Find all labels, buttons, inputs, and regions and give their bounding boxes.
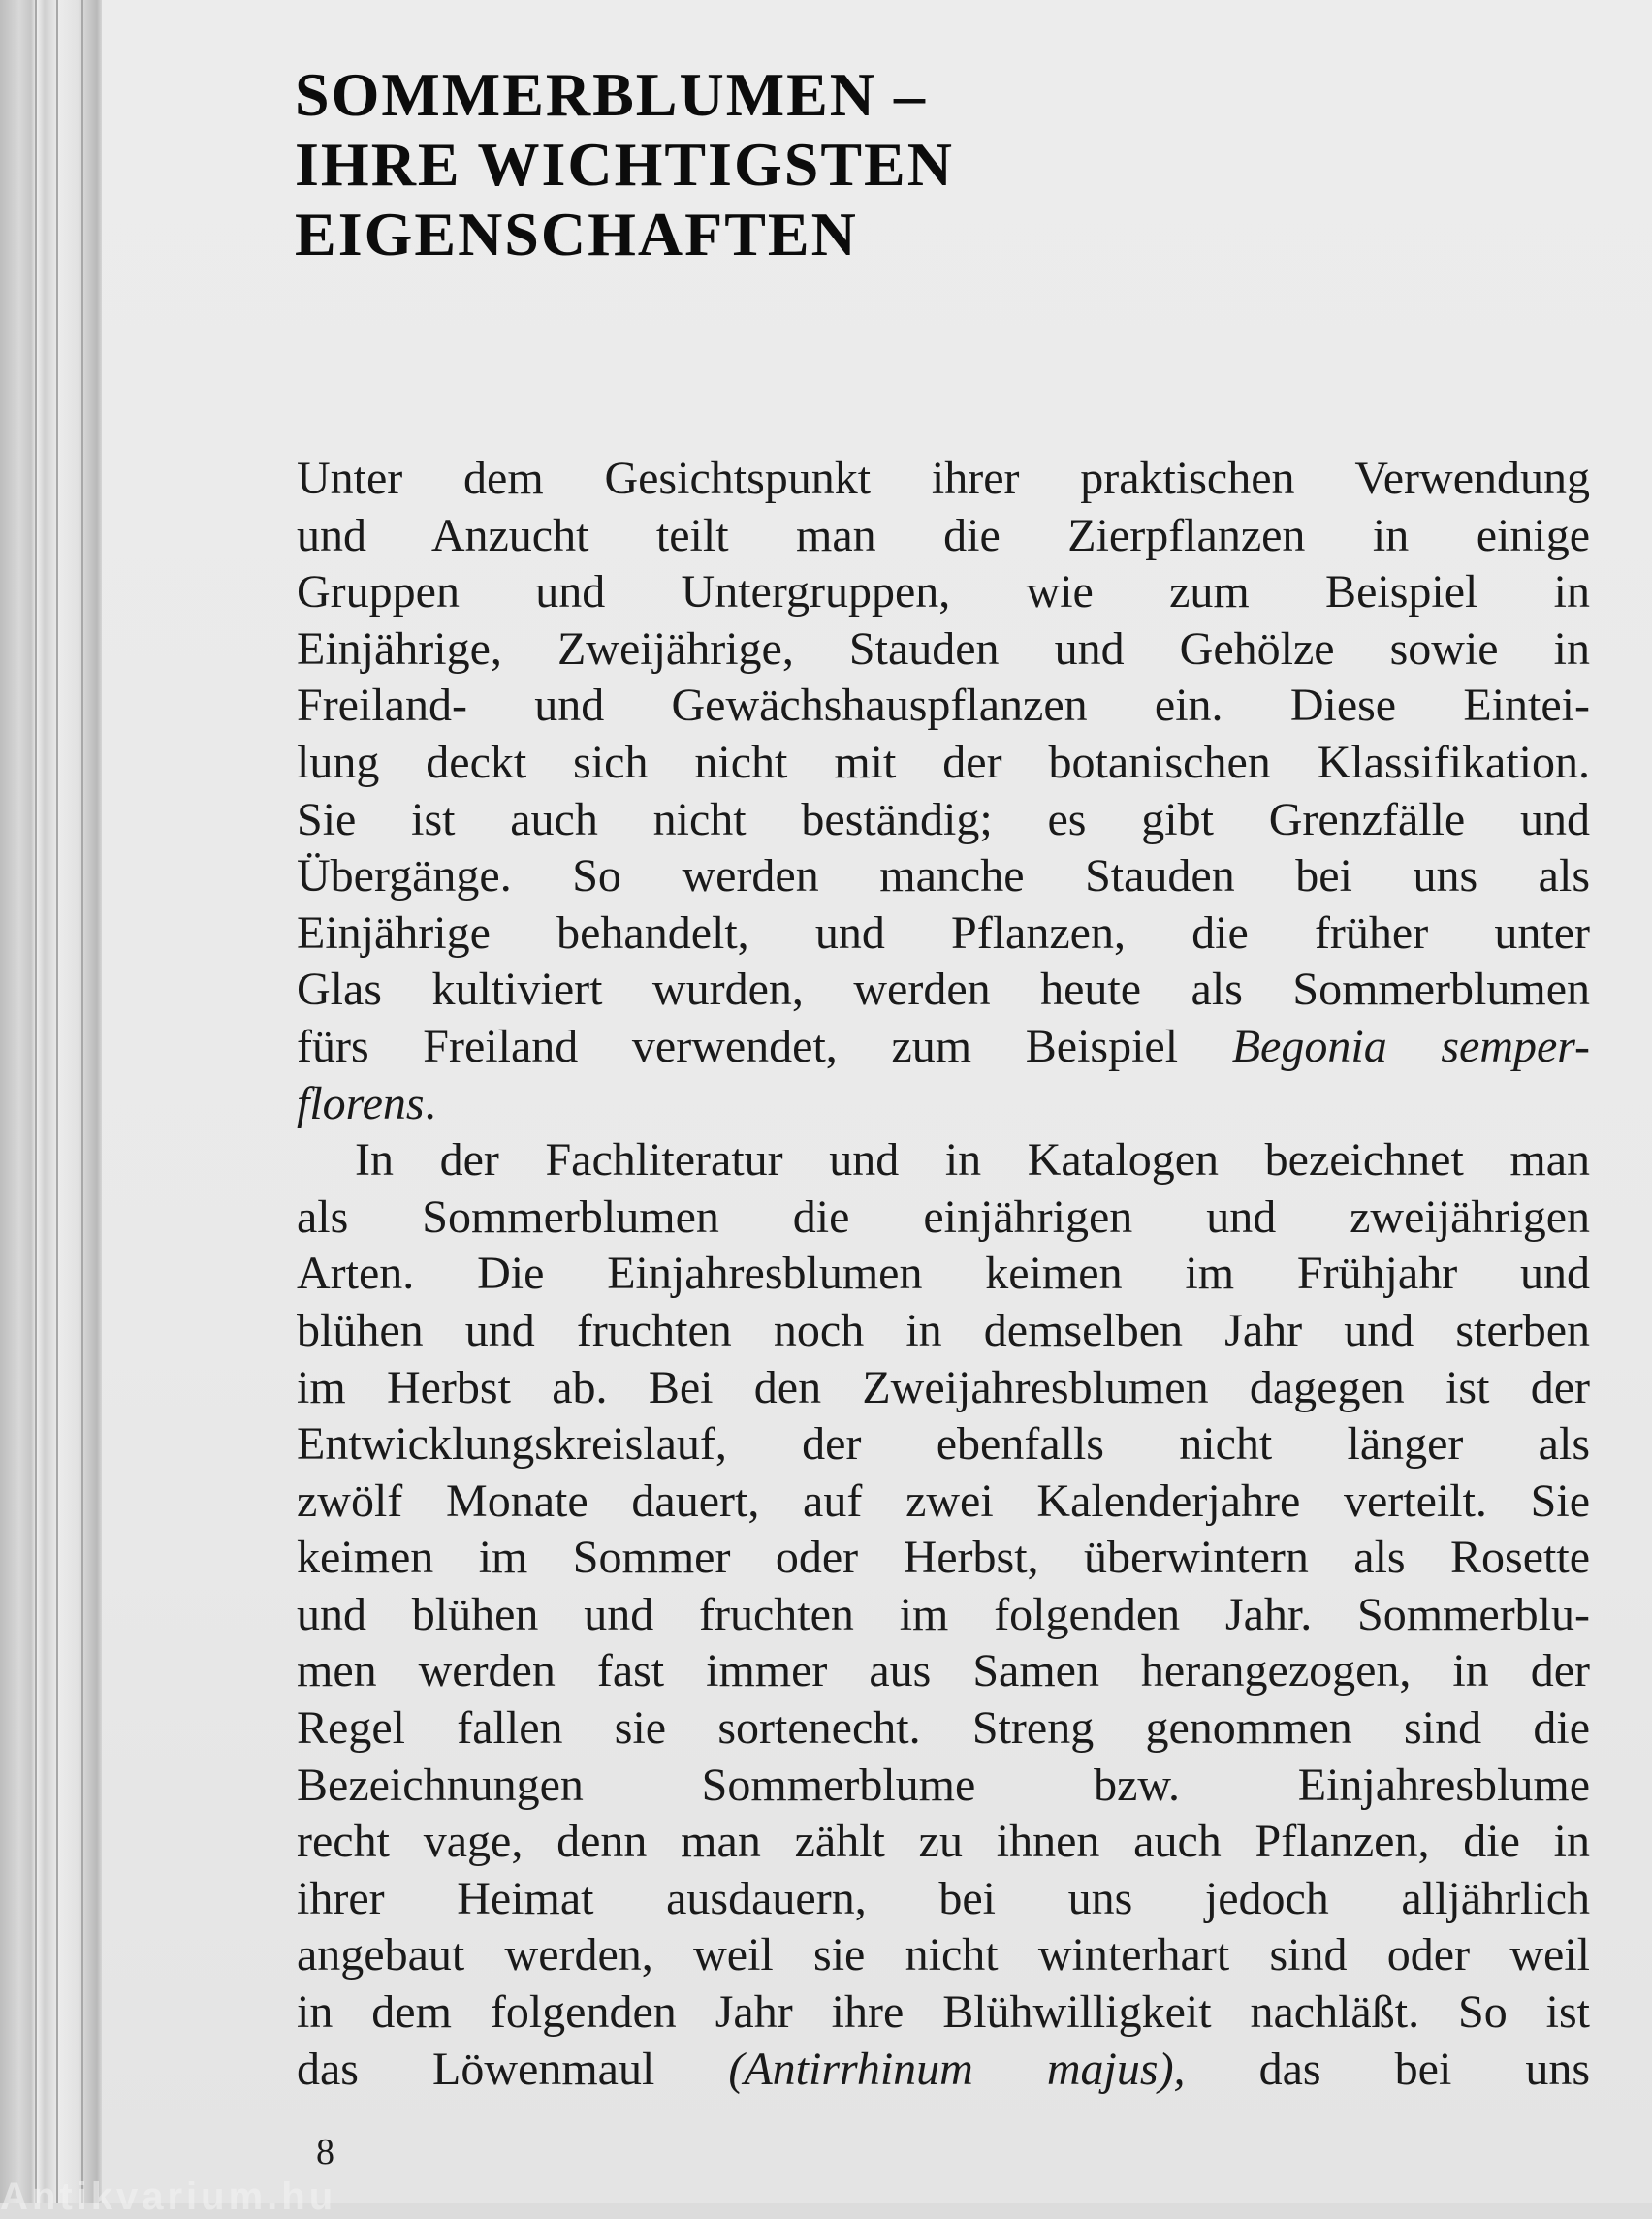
title-line: EIGENSCHAFTEN bbox=[295, 200, 858, 269]
text-line bbox=[297, 1303, 1590, 1360]
text-line bbox=[297, 905, 1590, 963]
text-line bbox=[297, 1758, 1590, 1815]
text-line bbox=[297, 1076, 1590, 1133]
text-line bbox=[297, 1189, 1590, 1247]
line-text: Entwicklungskreislauf, der ebenfalls nicht länger als bbox=[297, 1418, 1590, 1471]
book-page-edges bbox=[0, 0, 102, 2203]
line-text: In der Fachliteratur und in Katalogen bezeichnet man bbox=[355, 1134, 1590, 1187]
line-text: Freiland- und Gewächshauspflanzen ein. Diese Eintei- bbox=[297, 680, 1590, 732]
title-line: IHRE WICHTIGSTEN bbox=[295, 130, 954, 199]
italic-species-name: Begonia semper- bbox=[1231, 1020, 1591, 1072]
text-line bbox=[297, 735, 1590, 792]
text-line bbox=[297, 962, 1590, 1019]
line-text: das Löwenmaul bbox=[297, 2043, 655, 2095]
italic-species-name: florens bbox=[297, 1077, 425, 1129]
line-text: Glas kultiviert wurden, werden heute als Sommerblumen bbox=[297, 964, 1590, 1016]
text-line bbox=[297, 1700, 1590, 1758]
line-text: zwölf Monate dauert, auf zwei Kalenderjahre verteilt. Sie bbox=[297, 1474, 1590, 1527]
line-text: fürs Freiland verwendet, zum Beispiel bbox=[297, 1020, 1179, 1072]
title-line: SOMMERBLUMEN – bbox=[295, 60, 927, 129]
line-text: und blühen und fruchten im folgenden Jahr. Sommerblu- bbox=[297, 1588, 1590, 1640]
line-text: men werden fast immer aus Samen herangezogen, in der bbox=[297, 1645, 1590, 1697]
text-line bbox=[297, 1360, 1590, 1417]
text-line bbox=[297, 564, 1590, 621]
text-line bbox=[297, 1530, 1590, 1587]
line-text: keimen im Sommer oder Herbst, überwintern als Rosette bbox=[297, 1532, 1590, 1584]
text-line bbox=[297, 792, 1590, 849]
line-text: recht vage, denn man zählt zu ihnen auch Pflanzen, die in bbox=[297, 1816, 1590, 1868]
line-text: Gruppen und Untergruppen, wie zum Beispiel in bbox=[297, 566, 1590, 618]
text-line bbox=[297, 1927, 1590, 1984]
watermark-text: Antikvarium.hu bbox=[0, 2175, 337, 2218]
line-text: Regel fallen sie sortenecht. Streng genommen sind die bbox=[297, 1702, 1590, 1755]
line-text: Einjährige, Zweijährige, Stauden und Gehölze sowie in bbox=[297, 622, 1590, 675]
text-line bbox=[297, 1019, 1590, 1076]
page-edge-line bbox=[81, 0, 83, 2203]
body-text bbox=[297, 451, 1590, 2098]
paragraph-2 bbox=[297, 1132, 1590, 2098]
text-line bbox=[297, 1814, 1590, 1871]
text-line bbox=[297, 2042, 1590, 2099]
line-text: im Herbst ab. Bei den Zweijahresblumen dagegen ist der bbox=[297, 1361, 1590, 1413]
page-edge-line bbox=[35, 0, 37, 2203]
line-text-after: . bbox=[424, 1077, 436, 1129]
text-line bbox=[297, 1871, 1590, 1928]
page-edge-line bbox=[56, 0, 58, 2203]
line-text: Arten. Die Einjahresblumen keimen im Frühjahr und bbox=[297, 1248, 1590, 1300]
line-text: und Anzucht teilt man die Zierpflanzen in einige bbox=[297, 509, 1590, 561]
line-text-after: das bei uns bbox=[1258, 2043, 1591, 2095]
line-text: ihrer Heimat ausdauern, bei uns jedoch alljährlich bbox=[297, 1872, 1590, 1924]
text-line bbox=[297, 848, 1590, 905]
line-text: in dem folgenden Jahr ihre Blühwilligkeit nachläßt. So ist bbox=[297, 1986, 1590, 2039]
text-line bbox=[297, 1246, 1590, 1303]
line-text: Bezeichnungen Sommerblume bzw. Einjahresblume bbox=[297, 1759, 1590, 1811]
text-line bbox=[297, 1416, 1590, 1474]
text-line bbox=[297, 1984, 1590, 2042]
line-text: blühen und fruchten noch in demselben Jahr und sterben bbox=[297, 1304, 1590, 1356]
chapter-title bbox=[295, 60, 1167, 269]
line-text: Sie ist auch nicht beständig; es gibt Grenzfälle und bbox=[297, 793, 1590, 845]
text-line bbox=[297, 678, 1590, 735]
text-line bbox=[297, 621, 1590, 679]
line-text: lung deckt sich nicht mit der botanischen Klassifikation. bbox=[297, 736, 1590, 788]
line-text: Unter dem Gesichtspunkt ihrer praktischen Verwendung bbox=[297, 453, 1590, 504]
page-number: 8 bbox=[316, 2132, 334, 2172]
paragraph-1 bbox=[297, 451, 1590, 1132]
text-line bbox=[297, 1643, 1590, 1700]
text-line bbox=[297, 1132, 1590, 1189]
line-text: Übergänge. So werden manche Stauden bei uns als bbox=[297, 850, 1590, 903]
text-line bbox=[297, 508, 1590, 565]
text-line bbox=[297, 451, 1590, 508]
text-line bbox=[297, 1474, 1590, 1531]
line-text: als Sommerblumen die einjährigen und zweijährigen bbox=[297, 1190, 1590, 1243]
line-text: Einjährige behandelt, und Pflanzen, die früher unter bbox=[297, 906, 1590, 959]
line-text: angebaut werden, weil sie nicht winterhart sind oder weil bbox=[297, 1929, 1590, 1981]
italic-species-name: (Antirrhinum majus), bbox=[728, 2043, 1186, 2095]
text-line bbox=[297, 1587, 1590, 1644]
